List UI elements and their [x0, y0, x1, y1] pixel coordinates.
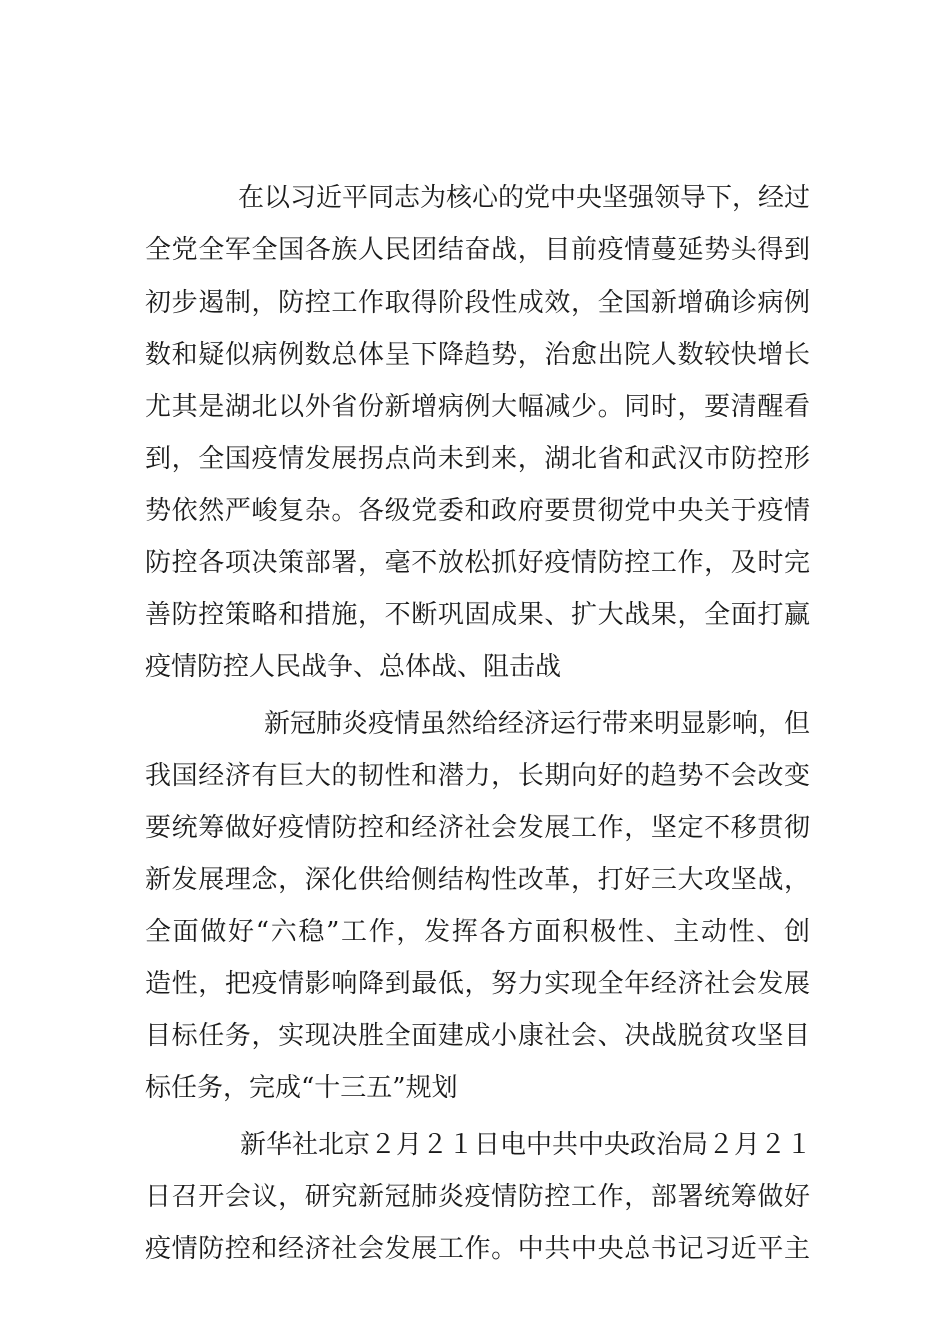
- text-line: 在以习近平同志为核心的党中央坚强领导下，经过: [238, 183, 811, 213]
- text-line: 目标任务，实现决胜全面建成小康社会、决战脱贫攻坚目: [145, 1021, 810, 1051]
- text-line: 势依然严峻复杂。各级党委和政府要贯彻党中央关于疫情: [145, 496, 810, 526]
- text-line: 防控各项决策部署，毫不放松抓好疫情防控工作，及时完: [145, 548, 810, 578]
- text-line: 疫情防控和经济社会发展工作。中共中央总书记习近平主: [145, 1234, 810, 1264]
- text-line: 要统筹做好疫情防控和经济社会发展工作，坚定不移贯彻: [145, 813, 810, 843]
- text-line: 造性，把疫情影响降到最低，努力实现全年经济社会发展: [145, 969, 810, 999]
- text-line: 疫情防控人民战争、总体战、阻击战: [145, 652, 562, 682]
- text-line: 善防控策略和措施，不断巩固成果、扩大战果，全面打赢: [145, 600, 810, 630]
- text-line: 新发展理念，深化供给侧结构性改革，打好三大攻坚战，: [145, 865, 810, 895]
- text-line: 新冠肺炎疫情虽然给经济运行带来明显影响，但: [264, 709, 811, 739]
- text-line: 到，全国疫情发展拐点尚未到来，湖北省和武汉市防控形: [145, 444, 810, 474]
- text-line: 全面做好“六稳”工作，发挥各方面积极性、主动性、创: [145, 917, 810, 947]
- text-line: 新华社北京２月２１日电中共中央政治局２月２１: [240, 1130, 813, 1160]
- text-line: 初步遏制，防控工作取得阶段性成效，全国新增确诊病例: [145, 288, 810, 318]
- text-line: 数和疑似病例数总体呈下降趋势，治愈出院人数较快增长: [145, 340, 810, 370]
- text-line: 尤其是湖北以外省份新增病例大幅减少。同时，要清醒看: [145, 392, 810, 422]
- text-line: 日召开会议，研究新冠肺炎疫情防控工作，部署统筹做好: [145, 1182, 810, 1212]
- text-line: 我国经济有巨大的韧性和潜力，长期向好的趋势不会改变: [145, 761, 810, 791]
- text-line: 标任务，完成“十三五”规划: [145, 1073, 458, 1103]
- text-line: 全党全军全国各族人民团结奋战，目前疫情蔓延势头得到: [145, 235, 810, 265]
